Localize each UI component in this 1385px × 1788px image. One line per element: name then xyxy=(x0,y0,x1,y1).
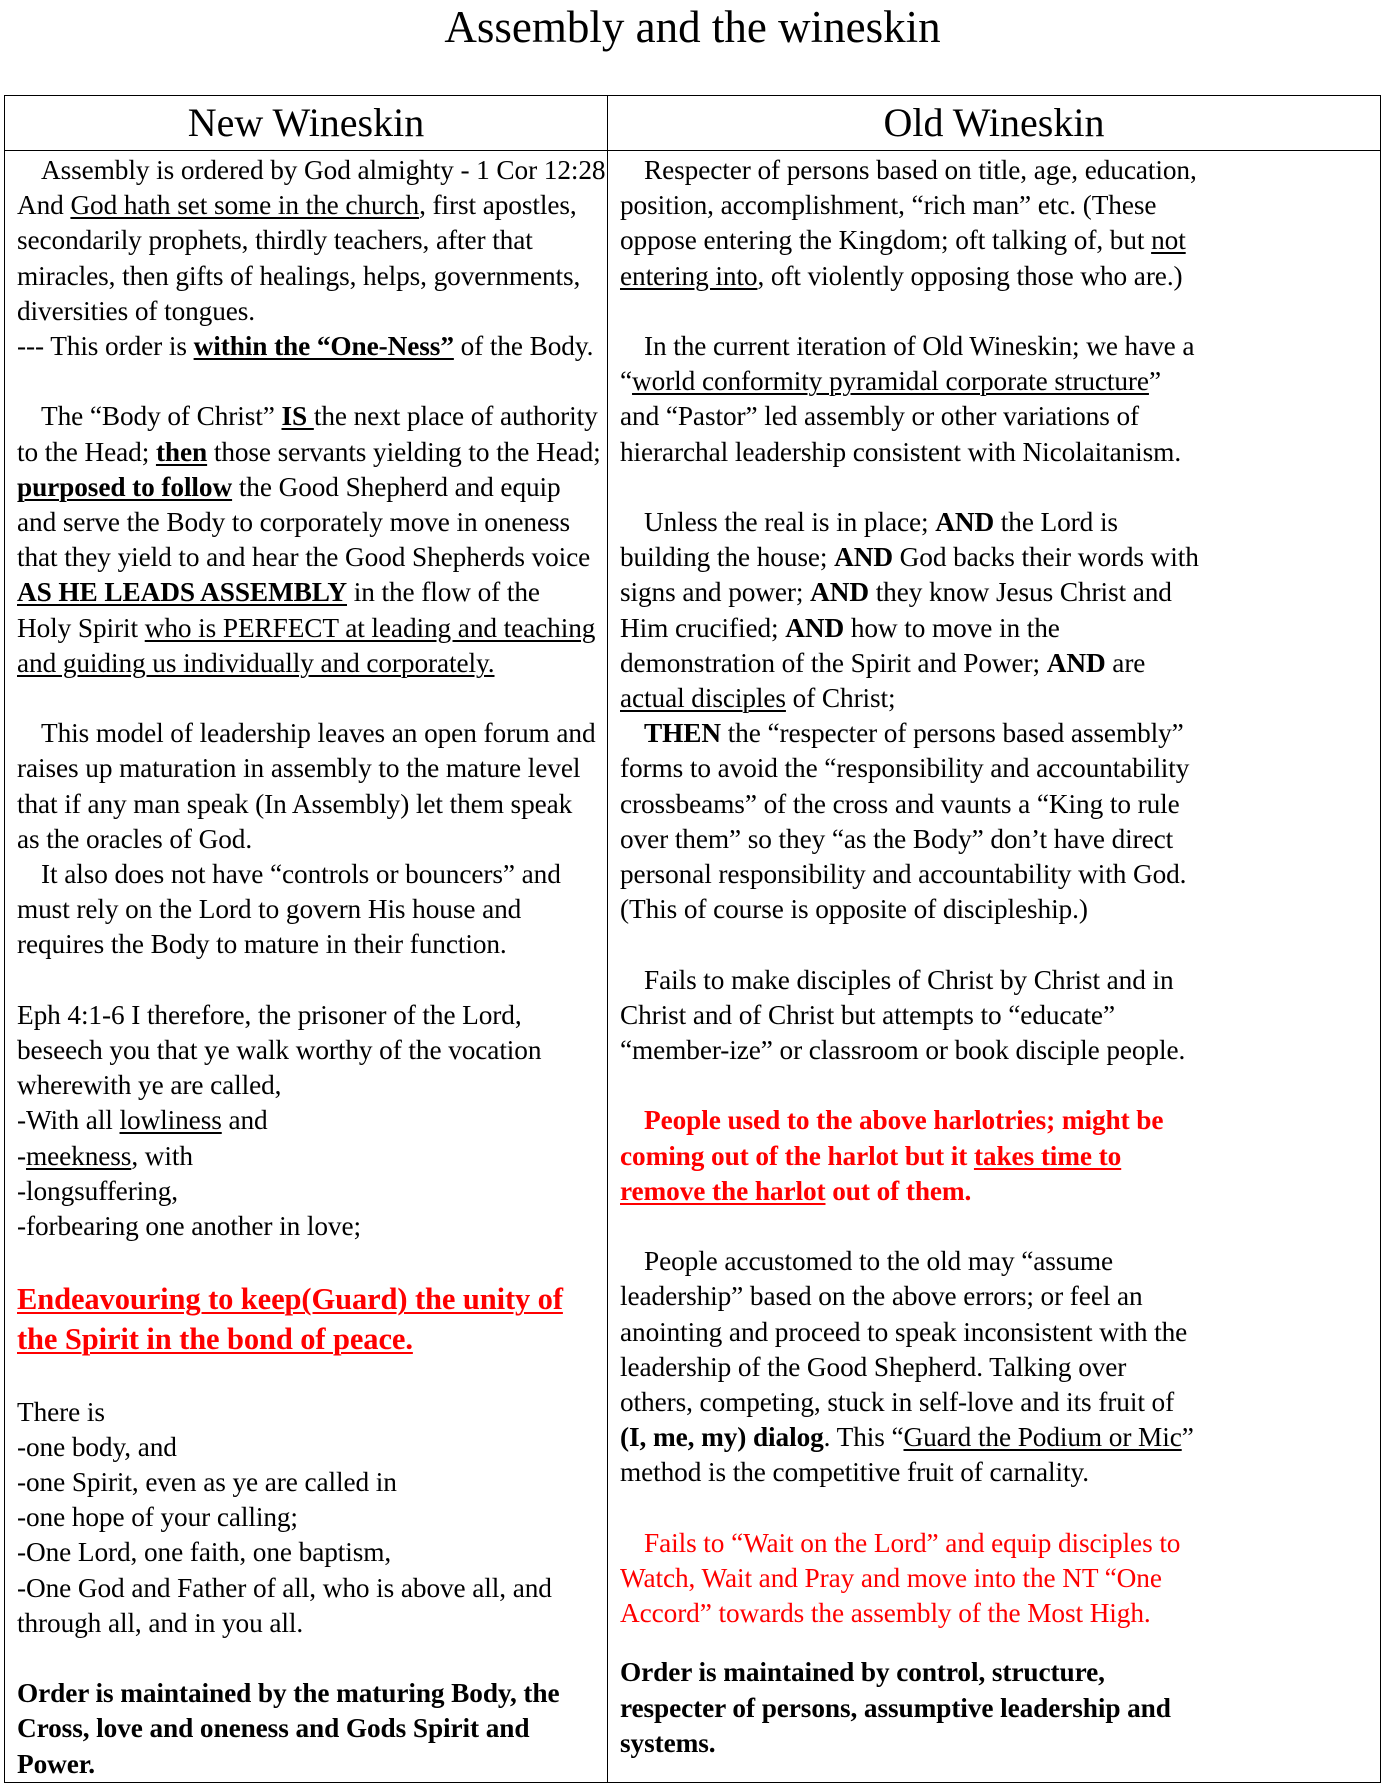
text-line xyxy=(620,575,1369,610)
underlined-text: world conformity pyramidal corporate structure xyxy=(632,366,1149,397)
text-line: Fails to make disciples of Christ by Christ and in xyxy=(644,964,1174,995)
text-span: demonstration of the Spirit and Power; xyxy=(620,647,1047,678)
text-line: Eph 4:1-6 I therefore, the prisoner of the Lord, xyxy=(17,999,522,1030)
text-span: the Good Shepherd and equip xyxy=(232,471,561,502)
text-line xyxy=(620,540,1369,575)
text-line: In the current iteration of Old Wineskin; we have a xyxy=(644,331,1195,361)
text-line xyxy=(620,259,1369,294)
text-line: diversities of tongues. xyxy=(17,295,256,326)
text-line: -longsuffering, xyxy=(17,1175,178,1206)
text-line: Endeavouring to keep(Guard) the unity of xyxy=(17,1282,563,1317)
text-line: Assembly is ordered by God almighty - 1 Cor 12:28 xyxy=(41,155,606,185)
text-line: This model of leadership leaves an open forum and xyxy=(41,718,596,749)
text-line: hierarchal leadership consistent with Nicolaitanism. xyxy=(620,436,1182,467)
text-line: miracles, then gifts of healings, helps, governments, xyxy=(17,260,581,291)
underlined-text: lowliness xyxy=(119,1105,222,1136)
text-line: Order is maintained by the maturing Body, the xyxy=(17,1678,560,1709)
underlined-text: who is PERFECT at leading and teaching xyxy=(144,612,596,643)
text-line xyxy=(620,223,1369,258)
old-wineskin-text xyxy=(620,153,1369,1761)
text-line: crossbeams” of the cross and vaunts a “King to rule xyxy=(620,788,1180,819)
underlined-text: entering into xyxy=(620,260,758,291)
text-line: position, accomplishment, “rich man” etc. (These xyxy=(620,190,1157,221)
text-line xyxy=(17,188,596,223)
bold-text: AND xyxy=(834,542,893,573)
text-line xyxy=(17,1103,596,1138)
text-line: beseech you that ye walk worthy of the vocation xyxy=(17,1035,542,1066)
page-title: Assembly and the wineskin xyxy=(444,2,941,52)
bold-text: AND xyxy=(810,577,869,608)
text-line: as the oracles of God. xyxy=(17,823,253,854)
column-header-new-wineskin: New Wineskin xyxy=(5,96,608,151)
text-line: People accustomed to the old may “assume xyxy=(644,1246,1114,1277)
paragraph xyxy=(17,399,601,681)
text-span: in the flow of the xyxy=(347,577,540,608)
text-line: It also does not have “controls or bouncers” and xyxy=(41,859,561,890)
text-span: of the Body. xyxy=(453,331,594,362)
text-line: Order is maintained by control, structure, xyxy=(620,1657,1105,1688)
text-span: God backs their words with xyxy=(892,542,1199,573)
text-line: “member-ize” or classroom or book disciple people. xyxy=(620,1035,1186,1066)
text-span: those servants yielding to the Head; xyxy=(207,436,601,467)
text-span: , with xyxy=(131,1140,193,1171)
text-line: -one body, and xyxy=(17,1431,177,1462)
text-span: of Christ; xyxy=(785,683,896,714)
text-span: ” xyxy=(1148,366,1161,397)
text-line: anointing and proceed to speak inconsistent with the xyxy=(620,1316,1188,1347)
text-line: forms to avoid the “responsibility and accountability xyxy=(620,753,1190,784)
text-line: the Spirit in the bond of peace. xyxy=(17,1322,413,1357)
bold-underlined-text: AS HE LEADS ASSEMBLY xyxy=(17,577,347,608)
text-line: Power. xyxy=(17,1748,95,1779)
bold-underlined-text: IS xyxy=(281,401,314,432)
text-span: - xyxy=(17,1140,26,1171)
text-span: “ xyxy=(620,366,633,397)
underlined-text: Guard the Podium or Mic xyxy=(903,1422,1182,1453)
text-span: building the house; xyxy=(620,542,835,573)
table-header-row xyxy=(5,96,1381,151)
text-line: and serve the Body to corporately move in oneness xyxy=(17,507,571,538)
text-span: --- This order is xyxy=(17,331,194,362)
text-line xyxy=(620,681,1369,716)
new-wineskin-cell xyxy=(5,151,608,1783)
bold-underlined-text: within the “One-Ness” xyxy=(193,331,454,362)
text-line xyxy=(620,364,1369,399)
text-span: to the Head; xyxy=(17,436,156,467)
paragraph xyxy=(620,329,1369,470)
text-line: method is the competitive fruit of carnality. xyxy=(620,1457,1090,1488)
text-line: over them” so they “as the Body” don’t have direct xyxy=(620,823,1174,854)
text-span: Unless the real is in place; xyxy=(644,507,936,537)
text-line: -One Lord, one faith, one baptism, xyxy=(17,1537,392,1568)
text-line: Respecter of persons based on title, age, education, xyxy=(644,155,1197,185)
text-line: There is xyxy=(17,1396,105,1427)
text-line: others, competing, stuck in self-love and its fruit of xyxy=(620,1387,1175,1418)
text-line: that if any man speak (In Assembly) let them speak xyxy=(17,788,573,819)
text-span: are xyxy=(1105,647,1146,678)
scripture-paragraph xyxy=(17,998,596,1244)
bold-text: AND xyxy=(785,612,845,643)
text-span: And xyxy=(17,190,71,221)
old-wineskin-cell xyxy=(608,151,1381,1783)
conclusion-new xyxy=(17,1676,596,1782)
text-line: and “Pastor” led assembly or other variations of xyxy=(620,401,1139,432)
text-line: -forbearing one another in love; xyxy=(17,1211,361,1242)
underlined-text: God hath set some in the church xyxy=(70,190,420,221)
text-line xyxy=(17,399,596,434)
text-line xyxy=(17,611,596,646)
bold-underlined-text: purposed to follow xyxy=(17,471,233,502)
column-header-old-wineskin: Old Wineskin xyxy=(608,96,1381,151)
text-span: oppose entering the Kingdom; oft talking of, but xyxy=(620,225,1152,256)
bold-text: AND xyxy=(935,507,995,537)
text-line: -one hope of your calling; xyxy=(17,1502,298,1533)
emphasis-red-paragraph xyxy=(620,1103,1369,1209)
text-line: Accord” towards the assembly of the Most High. xyxy=(620,1598,1151,1629)
text-span: coming out of the harlot but it xyxy=(620,1140,974,1171)
text-line: wherewith ye are called, xyxy=(17,1070,282,1101)
new-wineskin-text xyxy=(17,153,606,1782)
text-line xyxy=(17,329,596,364)
text-line: -One God and Father of all, who is above all, and xyxy=(17,1572,552,1603)
text-line xyxy=(620,1174,1369,1209)
conclusion-old xyxy=(620,1655,1369,1761)
paragraph xyxy=(17,716,596,962)
paragraph xyxy=(17,153,606,364)
paragraph xyxy=(620,153,1369,294)
text-line: secondarily prophets, thirdly teachers, after that xyxy=(17,225,533,256)
paragraph xyxy=(17,1395,596,1641)
bold-text: AND xyxy=(1046,647,1106,678)
emphasis-red-heading xyxy=(17,1279,596,1359)
text-line: Christ and of Christ but attempts to “educate” xyxy=(620,999,1115,1030)
text-line xyxy=(620,1420,1369,1455)
text-line: that they yield to and hear the Good Shepherds voice xyxy=(17,542,591,573)
text-line: respecter of persons, assumptive leadership and xyxy=(620,1692,1171,1723)
underlined-text: meekness xyxy=(26,1140,132,1171)
table-body-row xyxy=(5,151,1381,1783)
bold-underlined-text: then xyxy=(155,436,208,467)
underlined-text-line: and guiding us individually and corporately. xyxy=(17,647,495,678)
red-paragraph xyxy=(620,1526,1369,1632)
text-span: ” xyxy=(1181,1422,1194,1453)
paragraph xyxy=(620,1244,1369,1490)
text-line: People used to the above harlotries; might be xyxy=(644,1105,1164,1136)
text-line xyxy=(620,611,1369,646)
text-span: the next place of authority xyxy=(313,401,598,432)
text-line: requires the Body to mature in their function. xyxy=(17,929,507,960)
wineskin-comparison-table xyxy=(4,95,1381,1783)
text-line: leadership” based on the above errors; or feel an xyxy=(620,1281,1143,1312)
text-line: systems. xyxy=(620,1727,716,1758)
underlined-text: actual disciples xyxy=(620,683,786,714)
text-line xyxy=(620,646,1369,681)
text-line: must rely on the Lord to govern His house and xyxy=(17,894,522,925)
text-span: signs and power; xyxy=(620,577,811,608)
paragraph xyxy=(620,505,1369,927)
text-line: (This of course is opposite of discipleship.) xyxy=(620,894,1088,925)
text-span: -With all xyxy=(17,1105,120,1136)
paragraph xyxy=(620,963,1369,1069)
text-span: Him crucified; xyxy=(620,612,786,643)
text-span: , first apostles, xyxy=(419,190,577,221)
underlined-text: not xyxy=(1151,225,1186,256)
bold-text: THEN xyxy=(644,718,721,749)
text-line xyxy=(17,435,601,470)
text-span: they know Jesus Christ and xyxy=(868,577,1172,608)
text-line: Cross, love and oneness and Gods Spirit and xyxy=(17,1713,530,1744)
text-line: Fails to “Wait on the Lord” and equip disciples to xyxy=(644,1527,1181,1558)
text-line: personal responsibility and accountability with God. xyxy=(620,859,1187,890)
text-span: how to move in the xyxy=(844,612,1060,643)
text-span: the “respecter of persons based assembly” xyxy=(720,718,1184,749)
text-line xyxy=(17,1139,596,1174)
text-line: through all, and in you all. xyxy=(17,1607,304,1638)
text-span: , oft violently opposing those who are.) xyxy=(757,260,1183,291)
underlined-text: takes time to xyxy=(973,1140,1122,1171)
text-line xyxy=(620,505,1369,540)
text-span: The “Body of Christ” xyxy=(41,401,282,432)
text-line xyxy=(620,716,1369,751)
text-line: -one Spirit, even as ye are called in xyxy=(17,1467,397,1498)
text-line xyxy=(17,575,596,610)
text-line xyxy=(17,470,596,505)
text-line: raises up maturation in assembly to the mature level xyxy=(17,753,581,784)
text-span: and xyxy=(221,1105,268,1136)
bold-text: (I, me, my) dialog xyxy=(620,1422,824,1453)
text-span: Holy Spirit xyxy=(17,612,145,643)
text-span: out of them. xyxy=(825,1175,972,1206)
text-span: . This “ xyxy=(823,1422,904,1453)
text-line xyxy=(620,1139,1369,1174)
text-line: Watch, Wait and Pray and move into the NT “One xyxy=(620,1563,1162,1594)
text-span: the Lord is xyxy=(994,507,1118,537)
text-line: leadership of the Good Shepherd. Talking over xyxy=(620,1351,1127,1382)
underlined-text: remove the harlot xyxy=(620,1175,826,1206)
